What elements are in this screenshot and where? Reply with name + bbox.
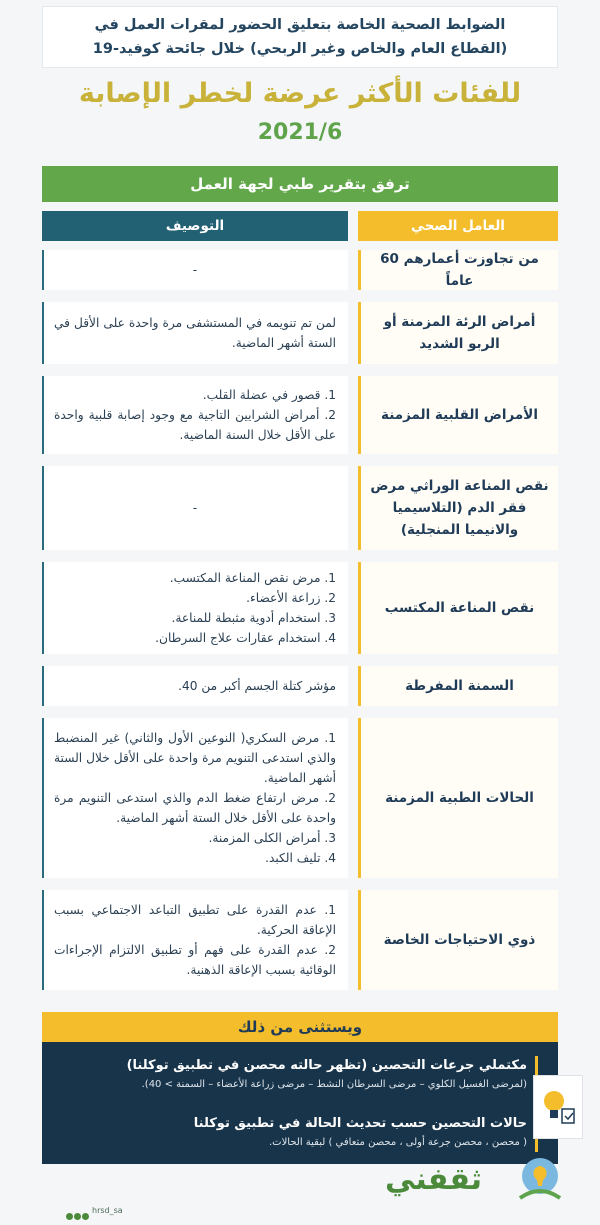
column-header-factor: العامل الصحي xyxy=(358,211,558,241)
factor-text: نقص المناعة الوراثي مرض فقر الدم (التلاسيميا والانيميا المنجلية) xyxy=(370,478,549,538)
factor-cell xyxy=(358,666,558,706)
factor-cell xyxy=(358,890,558,990)
exception-subtext: (لمرضى الغسيل الكلوي – مرضى السرطان النشط – مرضى زراعة الأعضاء – السمنة > 40). xyxy=(141,1079,527,1090)
factor-text: من تجاوزت أعمارهم 60 عاماً xyxy=(380,251,539,289)
factor-text: الأمراض القلبية المزمنة xyxy=(381,407,538,423)
header-line-1: الضوابط الصحية الخاصة بتعليق الحضور لمقرات العمل في xyxy=(94,17,506,33)
exception-item xyxy=(98,1114,538,1152)
description-item: 2. مرض ارتفاع ضغط الدم والذي استدعى التنويم مرة واحدة على الأقل خلال الستة أشهر الماضية. xyxy=(54,791,336,825)
description-item: 1. مرض السكري( النوعين الأول والثاني) غير المنضبط والذي استدعى التنويم مرة واحدة على الأقل خلال الستة أشهر الماضية. xyxy=(54,731,336,785)
description-text: - xyxy=(192,263,198,277)
description-item: 3. أمراض الكلى المزمنة. xyxy=(208,831,336,845)
description-cell xyxy=(42,562,348,654)
description-item: 1. قصور في عضلة القلب. xyxy=(202,388,336,402)
exception-title: مكتملي جرعات التحصين (تظهر حالته محصن في تطبيق توكلنا) xyxy=(126,1058,527,1073)
exception-subtext: ( محصن ، محصن جرعة أولى ، محصن متعافي ) لبقية الحالات. xyxy=(268,1137,527,1148)
description-text: مؤشر كتلة الجسم أكبر من 40. xyxy=(178,679,336,693)
description-item: 1. مرض نقص المناعة المكتسب. xyxy=(169,571,336,585)
description-cell xyxy=(42,302,348,364)
column-header-description: التوصيف xyxy=(42,211,348,241)
factor-text: الحالات الطبية المزمنة xyxy=(385,790,534,806)
description-cell xyxy=(42,376,348,454)
description-item: 2. عدم القدرة على فهم أو تطبيق الالتزام الإجراءات الوقائية بسبب الإعاقة الذهنية. xyxy=(54,943,336,977)
description-text: لمن تم تنويمه في المستشفى مرة واحدة على الأقل في الستة أشهر الماضية. xyxy=(54,316,336,350)
date-label: 2021/6 xyxy=(257,120,343,145)
description-cell xyxy=(42,890,348,990)
social-icons xyxy=(60,1205,90,1215)
factor-cell xyxy=(358,562,558,654)
social-icon xyxy=(74,1213,81,1220)
social-icon xyxy=(66,1213,73,1220)
factor-text: السمنة المفرطة xyxy=(405,678,514,694)
description-cell xyxy=(42,718,348,878)
header-line-2: (القطاع العام والخاص وغير الربحي) خلال جائحة كوفيد-19 xyxy=(92,41,508,57)
social-icon xyxy=(82,1213,89,1220)
header-box xyxy=(42,6,558,68)
description-item: 2. زراعة الأعضاء. xyxy=(246,591,336,605)
description-item: 4. تليف الكبد. xyxy=(265,851,336,865)
description-cell xyxy=(42,666,348,706)
description-item: 4. استخدام عقارات علاج السرطان. xyxy=(155,631,336,645)
description-text: - xyxy=(192,501,198,515)
exception-title: حالات التحصين حسب تحديث الحالة في تطبيق توكلنا xyxy=(193,1116,527,1131)
main-title: للفئات الأكثر عرضة لخطر الإصابة xyxy=(78,78,522,109)
factor-cell xyxy=(358,376,558,454)
exceptions-header: ويستثنى من ذلك xyxy=(42,1012,558,1042)
factor-cell xyxy=(358,718,558,878)
description-cell xyxy=(42,466,348,550)
site-logo xyxy=(385,1150,585,1220)
description-item: 2. أمراض الشرايين التاجية مع وجود إصابة قلبية واحدة على الأقل خلال السنة الماضية. xyxy=(54,408,336,442)
factor-cell xyxy=(358,302,558,364)
exception-item xyxy=(98,1056,538,1094)
factor-text: أمراض الرئة المزمنة أو الربو الشديد xyxy=(383,314,536,352)
logo-text: ثقفني xyxy=(385,1162,483,1197)
factor-text: ذوي الاحتياجات الخاصة xyxy=(383,932,536,948)
medical-report-banner: ترفق بتقرير طبي لجهة العمل xyxy=(42,166,558,202)
description-item: 1. عدم القدرة على تطبيق التباعد الاجتماعي بسبب الإعاقة الحركية. xyxy=(54,903,336,937)
logo-bulb-icon xyxy=(510,1150,570,1210)
description-item: 3. استخدام أدوية مثبطة للمناعة. xyxy=(171,611,336,625)
bulb-card xyxy=(533,1075,583,1139)
exceptions-panel xyxy=(42,1042,558,1164)
lightbulb-icon xyxy=(538,1085,578,1129)
factor-cell xyxy=(358,466,558,550)
factor-cell xyxy=(358,250,558,290)
footer-handle: hrsd_sa xyxy=(92,1206,123,1215)
factor-text: نقص المناعة المكتسب xyxy=(384,600,535,616)
description-cell xyxy=(42,250,348,290)
